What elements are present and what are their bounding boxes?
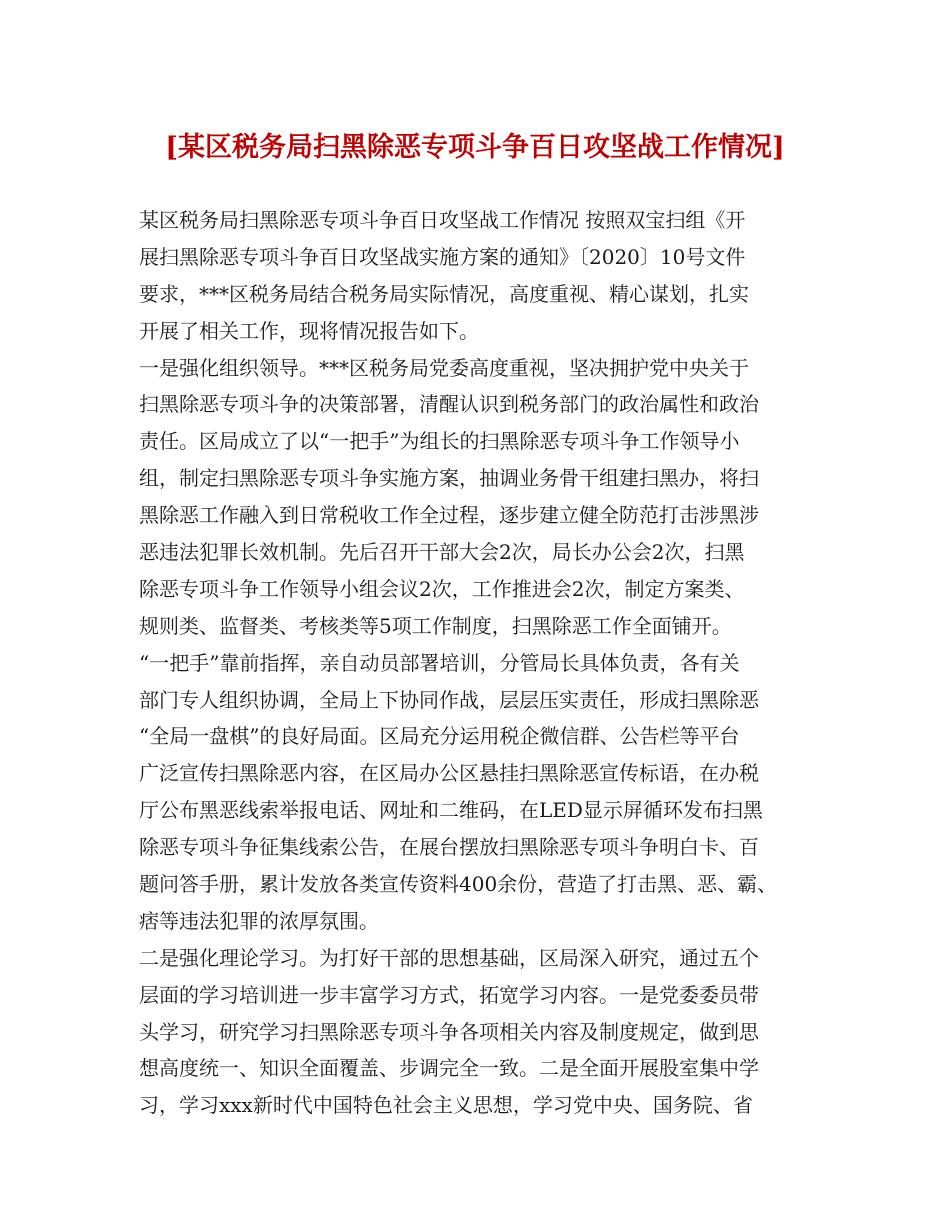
body-line: 痞等违法犯罪的浓厚氛围。 <box>139 908 379 933</box>
body-line: 头学习，研究学习扫黑除恶专项斗争各项相关内容及制度规定，做到思 <box>139 1019 759 1044</box>
body-line: 层面的学习培训进一步丰富学习方式，拓宽学习内容。一是党委委员带 <box>139 982 759 1007</box>
body-line: 组，制定扫黑除恶专项斗争实施方案，抽调业务骨干组建扫黑办，将扫 <box>139 466 759 491</box>
body-line: 习，学习xxx新时代中国特色社会主义思想，学习党中央、国务院、省 <box>139 1093 753 1118</box>
body-line: 要求，***区税务局结合税务局实际情况，高度重视、精心谋划，扎实 <box>139 281 749 306</box>
body-line: 厅公布黑恶线索举报电话、网址和二维码，在LED显示屏循环发布扫黑 <box>139 798 763 823</box>
body-line: 除恶专项斗争征集线索公告，在展台摆放扫黑除恶专项斗争明白卡、百 <box>139 835 759 860</box>
body-line: 恶违法犯罪长效机制。先后召开干部大会2次，局长办公会2次，扫黑 <box>139 540 745 565</box>
body-line: 扫黑除恶专项斗争的决策部署，清醒认识到税务部门的政治属性和政治 <box>139 392 759 417</box>
body-line: 除恶专项斗争工作领导小组会议2次，工作推进会2次，制定方案类、 <box>139 576 745 601</box>
body-line: 题问答手册，累计发放各类宣传资料400余份，营造了打击黑、恶、霸、 <box>139 872 778 897</box>
body-line: 黑除恶工作融入到日常税收工作全过程，逐步建立健全防范打击涉黑涉 <box>139 503 759 528</box>
body-line: 二是强化理论学习。为打好干部的思想基础，区局深入研究，通过五个 <box>139 945 759 970</box>
body-line: 广泛宣传扫黑除恶内容，在区局办公区悬挂扫黑除恶宣传标语，在办税 <box>139 761 759 786</box>
body-line: 责任。区局成立了以“一把手”为组长的扫黑除恶专项斗争工作领导小 <box>139 429 740 454</box>
body-line: 某区税务局扫黑除恶专项斗争百日攻坚战工作情况 按照双宝扫组《开 <box>139 208 746 232</box>
document-body <box>139 202 829 1124</box>
body-line: 部门专人组织协调，全局上下协同作战，层层压实责任，形成扫黑除恶 <box>139 687 759 712</box>
document-title: [某区税务局扫黑除恶专项斗争百日攻坚战工作情况] <box>165 132 785 163</box>
body-line: 规则类、监督类、考核类等5项工作制度，扫黑除恶工作全面铺开。 <box>139 613 732 638</box>
body-line: 开展了相关工作，现将情况报告如下。 <box>139 318 479 343</box>
body-line: 展扫黑除恶专项斗争百日攻坚战实施方案的通知》〔2020〕10号文件 <box>139 244 746 269</box>
body-line: “全局一盘棋”的良好局面。区局充分运用税企微信群、公告栏等平台 <box>139 724 740 749</box>
body-line: “一把手”靠前指挥，亲自动员部署培训，分管局长具体负责，各有关 <box>139 650 740 675</box>
body-line: 想高度统一、知识全面覆盖、步调完全一致。二是全面开展股室集中学 <box>139 1056 759 1081</box>
body-line: 一是强化组织领导。***区税务局党委高度重视，坚决拥护党中央关于 <box>139 355 749 380</box>
